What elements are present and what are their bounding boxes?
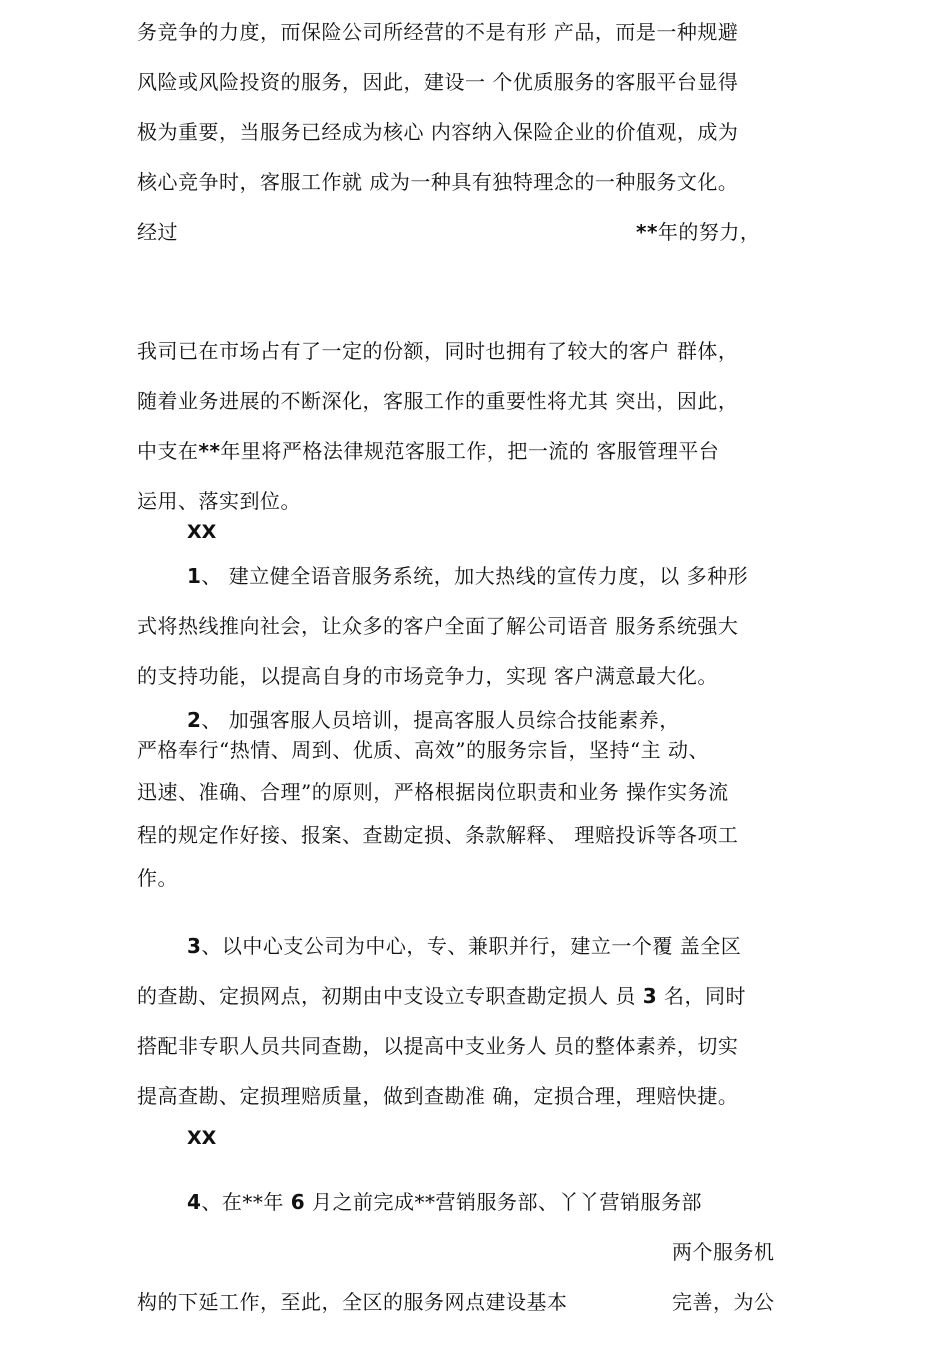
para2-line-3-a: 中支在 [137, 439, 199, 463]
intro-after-left: 经过 [137, 220, 178, 244]
item-1-first-line [187, 562, 748, 590]
item-3-first-line [187, 932, 741, 960]
para2-line-3-bold: ** [198, 439, 221, 463]
intro-line-3: 极为重要，当服务已经成为核心 内容纳入保险企业的价值观，成为 [137, 120, 739, 144]
item-2-line-2: 严格奉行“热情、周到、优质、高效”的服务宗旨，坚持“主 动、 [137, 738, 710, 762]
intro-after-bold: ** [636, 220, 658, 244]
item-3-line-4: 提高查勘、定损理赔质量，做到查勘准 确，定损合理，理赔快捷。 [137, 1084, 739, 1108]
para2-line-2: 随着业务进展的不断深化，客服工作的重要性将尤其 突出，因此， [137, 389, 739, 413]
item-2-first-text: 、 加强客服人员培训，提高客服人员综合技能素养， [201, 708, 680, 732]
item-3-number: 3 [187, 934, 202, 958]
item-4-first-line [187, 1188, 702, 1216]
item-4-first-a: 、在**年 [201, 1190, 291, 1214]
item-4-first-num: 6 [290, 1190, 306, 1214]
item-2-line-4: 程的规定作好接、报案、查勘定损、条款解释、 理赔投诉等各项工 [137, 823, 739, 847]
item-4-right-line: 两个服务机 [672, 1240, 775, 1264]
intro-line-2: 风险或风险投资的服务，因此，建设一 个优质服务的客服平台显得 [137, 70, 739, 94]
item-3-line-3: 搭配非专职人员共同查勘，以提高中支业务人 员的整体素养，切实 [137, 1034, 739, 1058]
item-2-number: 2 [187, 708, 202, 732]
para2-line-3 [137, 437, 719, 465]
para2-line-1: 我司已在市场占有了一定的份额，同时也拥有了较大的客户 群体， [137, 339, 739, 363]
item-1-first-text: 、 建立健全语音服务系统，加大热线的宣传力度，以 多种形 [201, 564, 749, 588]
item-3-line-2 [137, 982, 746, 1010]
intro-after-text: 年的努力， [657, 220, 761, 244]
item-2-line-3: 迅速、准确、合理”的原则，严格根据岗位职责和业务 操作实务流 [137, 780, 729, 804]
intro-after-right [636, 218, 760, 246]
item-1-line-3: 的支持功能，以提高自身的市场竞争力，实现 客户满意最大化。 [137, 664, 718, 688]
item-3-first-text: 、以中心支公司为中心，专、兼职并行，建立一个覆 盖全区 [201, 934, 742, 958]
para2-line-3-b: 年里将严格法律规范客服工作，把一流的 客服管理平台 [220, 439, 720, 463]
section-heading-1: XX [187, 521, 217, 543]
item-3-line-2-num: 3 [642, 984, 658, 1008]
item-2-first-line [187, 706, 680, 734]
intro-line-4: 核心竞争时，客服工作就 成为一种具有独特理念的一种服务文化。 [137, 170, 739, 194]
item-4-first-b: 月之前完成**营销服务部、丫丫营销服务部 [305, 1190, 703, 1214]
intro-line-1: 务竞争的力度，而保险公司所经营的不是有形 产品，而是一种规避 [137, 20, 739, 44]
item-4-number: 4 [187, 1190, 202, 1214]
para2-line-4: 运用、落实到位。 [137, 489, 301, 513]
item-4-last-left: 构的下延工作，至此，全区的服务网点建设基本 [137, 1290, 568, 1314]
section-heading-2: XX [187, 1127, 217, 1149]
item-2-line-5: 作。 [137, 866, 178, 890]
item-3-line-2-a: 的查勘、定损网点，初期由中支设立专职查勘定损人 员 [137, 984, 643, 1008]
item-1-number: 1 [187, 564, 202, 588]
item-3-line-2-b: 名，同时 [657, 984, 746, 1008]
item-1-line-2: 式将热线推向社会，让众多的客户全面了解公司语音 服务系统强大 [137, 614, 739, 638]
item-4-last-right: 完善，为公 [672, 1290, 775, 1314]
